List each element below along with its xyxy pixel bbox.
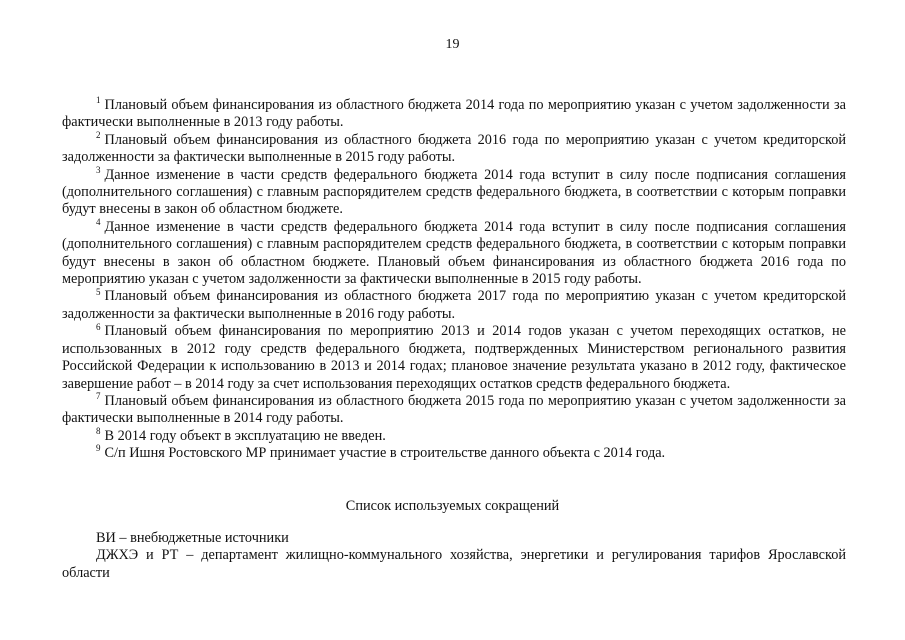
footnote-marker: 9 [96, 443, 101, 454]
footnote-6 [62, 323, 846, 393]
footnote-marker: 3 [96, 164, 101, 175]
footnote-text: Плановый объем финансирования из областного бюджета 2015 года по мероприятию указан с учетом задолженности за фактически выполненные в 2014 году работы. [62, 392, 846, 427]
footnote-text: В 2014 году объект в эксплуатацию не введен. [104, 427, 386, 444]
footnote-text: Плановый объем финансирования по мероприятию 2013 и 2014 годов указан с учетом переходящих остатков, не использованных в 2012 году средств федерального бюджета, подтвержденных Министерством регионального развития Российской Федерации к использованию в 2013 и 2014 годах; плановое значение результата указано в 2012 году, фактическое завершение работ – в 2014 году за счет использования переходящих остатков средств федерального бюджета. [62, 323, 846, 392]
footnote-text: Данное изменение в части средств федерального бюджета 2014 года вступит в силу после подписания соглашения (дополнительного соглашения) с главным распорядителем средств федерального бюджета, в соответствии с которым поправки будут внесены в закон об областном бюджете. [62, 166, 846, 218]
footnote-marker: 4 [96, 217, 101, 228]
footnote-8 [62, 425, 846, 445]
footnote-marker: 8 [96, 425, 101, 436]
footnote-7 [62, 393, 846, 428]
abbreviations-title: Список используемых сокращений [345, 498, 560, 514]
footnote-marker: 6 [96, 321, 101, 332]
footnote-3 [62, 164, 846, 219]
footnotes-section [62, 97, 846, 463]
footnote-marker: 7 [96, 391, 101, 402]
footnote-marker: 5 [96, 286, 101, 297]
abbreviation-item: ВИ – внебюджетные источники [96, 530, 289, 546]
footnote-9 [62, 445, 846, 462]
page-number: 19 [445, 37, 460, 52]
footnote-marker: 1 [96, 95, 101, 106]
footnote-marker: 2 [96, 130, 101, 141]
footnote-2 [62, 132, 846, 167]
footnote-1 [62, 97, 846, 132]
abbreviations-list [62, 530, 846, 582]
footnote-4 [62, 219, 846, 289]
footnote-text: Плановый объем финансирования из областного бюджета 2016 года по мероприятию указан с учетом кредиторской задолженности за фактически выполненные в 2015 году работы. [62, 131, 846, 166]
abbreviation-item: ДЖХЭ и РТ – департамент жилищно-коммунального хозяйства, энергетики и регулирования тарифов Ярославской области [62, 547, 846, 581]
footnote-text: Плановый объем финансирования из областного бюджета 2014 года по мероприятию указан с учетом задолженности за фактически выполненные в 2013 году работы. [62, 97, 846, 131]
footnote-text: Плановый объем финансирования из областного бюджета 2017 года по мероприятию указан с учетом кредиторской задолженности за фактически выполненные в 2016 году работы. [62, 288, 846, 322]
footnote-text: С/п Ишня Ростовского МР принимает участие в строительстве данного объекта с 2014 года. [104, 445, 666, 462]
footnote-5 [62, 288, 846, 323]
footnote-text: Данное изменение в части средств федерального бюджета 2014 года вступит в силу после подписания соглашения (дополнительного соглашения) с главным распорядителем средств федерального бюджета, в соответствии с которым поправки будут внесены в закон об областном бюджете. Плановый объем финансирования из областного бюджета 2016 года по мероприятию указан с учетом задолженности за фактически выполненные в 2015 году работы. [62, 218, 846, 288]
